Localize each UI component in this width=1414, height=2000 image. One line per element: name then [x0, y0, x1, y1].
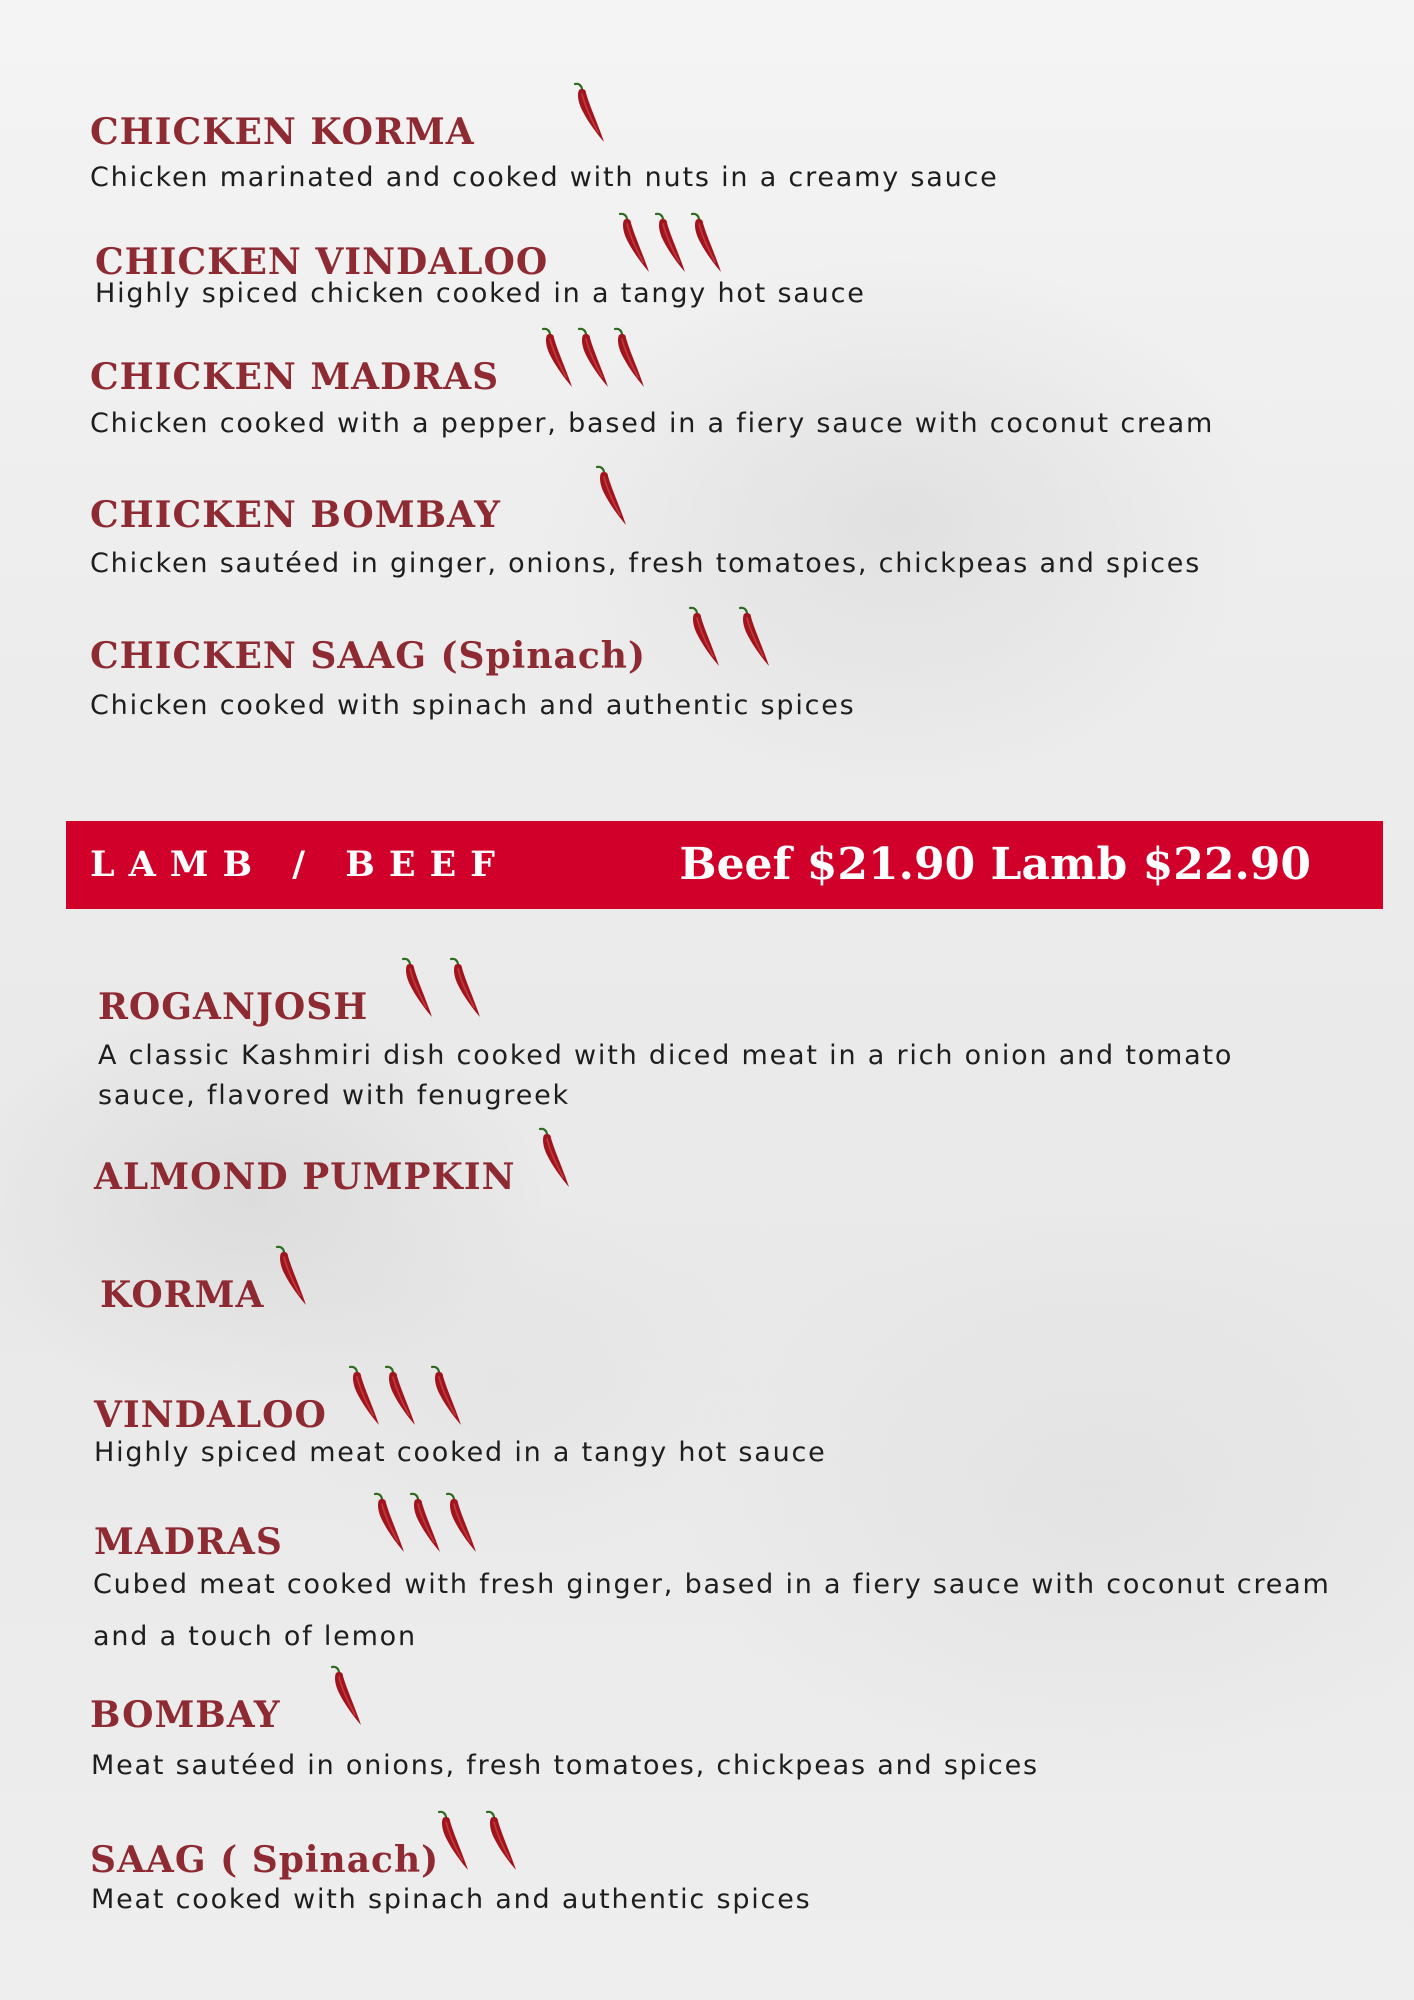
- dish-name: CHICKEN SAAG (Spinach): [90, 635, 646, 677]
- dish-description: Cubed meat cooked with fresh ginger, based in a fiery sauce with coconut cream: [93, 1569, 1331, 1600]
- dish-description: Highly spiced chicken cooked in a tangy hot sauce: [95, 278, 866, 309]
- spice-level: [370, 1490, 478, 1560]
- spice-level: [685, 604, 771, 674]
- dish-description: sauce, flavored with fenugreek: [98, 1080, 570, 1111]
- dish-name: CHICKEN MADRAS: [90, 356, 500, 398]
- chili-pepper-icon: [427, 1363, 463, 1429]
- dish-description: Meat cooked with spinach and authentic spices: [91, 1884, 812, 1915]
- section-title: LAMB / BEEF: [90, 844, 510, 885]
- dish-description: A classic Kashmiri dish cooked with diced meat in a rich onion and tomato: [98, 1040, 1234, 1071]
- spice-level: [272, 1243, 308, 1313]
- dish-description: Chicken sautéed in ginger, onions, fresh tomatoes, chickpeas and spices: [90, 548, 1202, 579]
- spice-level: [535, 1125, 571, 1195]
- chili-pepper-icon: [327, 1663, 363, 1729]
- spice-level: [538, 325, 646, 395]
- dish-name: ALMOND PUMPKIN: [94, 1156, 516, 1198]
- chili-pepper-icon: [570, 80, 606, 146]
- chili-pepper-icon: [735, 604, 771, 670]
- chili-pepper-icon: [398, 955, 434, 1021]
- spice-level: [615, 210, 723, 280]
- dish-description: Chicken cooked with a pepper, based in a fiery sauce with coconut cream: [90, 408, 1215, 439]
- spice-level: [345, 1363, 463, 1433]
- chili-pepper-icon: [406, 1490, 442, 1556]
- chili-pepper-icon: [381, 1363, 417, 1429]
- dish-name: CHICKEN KORMA: [90, 111, 475, 153]
- dish-name: BOMBAY: [90, 1694, 281, 1736]
- dish-description: Chicken cooked with spinach and authentic spices: [90, 690, 856, 721]
- chili-pepper-icon: [610, 325, 646, 391]
- chili-pepper-icon: [535, 1125, 571, 1191]
- dish-description: Chicken marinated and cooked with nuts in a creamy sauce: [90, 162, 999, 193]
- dish-description: Highly spiced meat cooked in a tangy hot sauce: [94, 1437, 827, 1468]
- chili-pepper-icon: [442, 1490, 478, 1556]
- dish-name: CHICKEN BOMBAY: [90, 494, 501, 536]
- chili-pepper-icon: [538, 325, 574, 391]
- spice-level: [434, 1808, 518, 1878]
- chili-pepper-icon: [574, 325, 610, 391]
- spice-level: [570, 80, 606, 150]
- chili-pepper-icon: [434, 1808, 470, 1874]
- dish-name: MADRAS: [94, 1521, 283, 1563]
- section-header-lamb-beef: [66, 821, 1383, 909]
- dish-name: VINDALOO: [94, 1394, 327, 1436]
- chili-pepper-icon: [592, 463, 628, 529]
- dish-name: KORMA: [100, 1274, 265, 1316]
- dish-name: CHICKEN VINDALOO: [95, 241, 549, 283]
- dish-description: Meat sautéed in onions, fresh tomatoes, chickpeas and spices: [91, 1750, 1039, 1781]
- dish-name: ROGANJOSH: [98, 986, 369, 1028]
- chili-pepper-icon: [651, 210, 687, 276]
- dish-name: SAAG ( Spinach): [90, 1839, 440, 1881]
- chili-pepper-icon: [272, 1243, 308, 1309]
- spice-level: [327, 1663, 363, 1733]
- chili-pepper-icon: [615, 210, 651, 276]
- spice-level: [592, 463, 628, 533]
- chili-pepper-icon: [370, 1490, 406, 1556]
- chili-pepper-icon: [687, 210, 723, 276]
- spice-level: [398, 955, 482, 1025]
- chili-pepper-icon: [685, 604, 721, 670]
- section-prices: Beef $21.90 Lamb $22.90: [679, 839, 1311, 890]
- dish-description: and a touch of lemon: [93, 1621, 417, 1652]
- chili-pepper-icon: [482, 1808, 518, 1874]
- chili-pepper-icon: [345, 1363, 381, 1429]
- chili-pepper-icon: [446, 955, 482, 1021]
